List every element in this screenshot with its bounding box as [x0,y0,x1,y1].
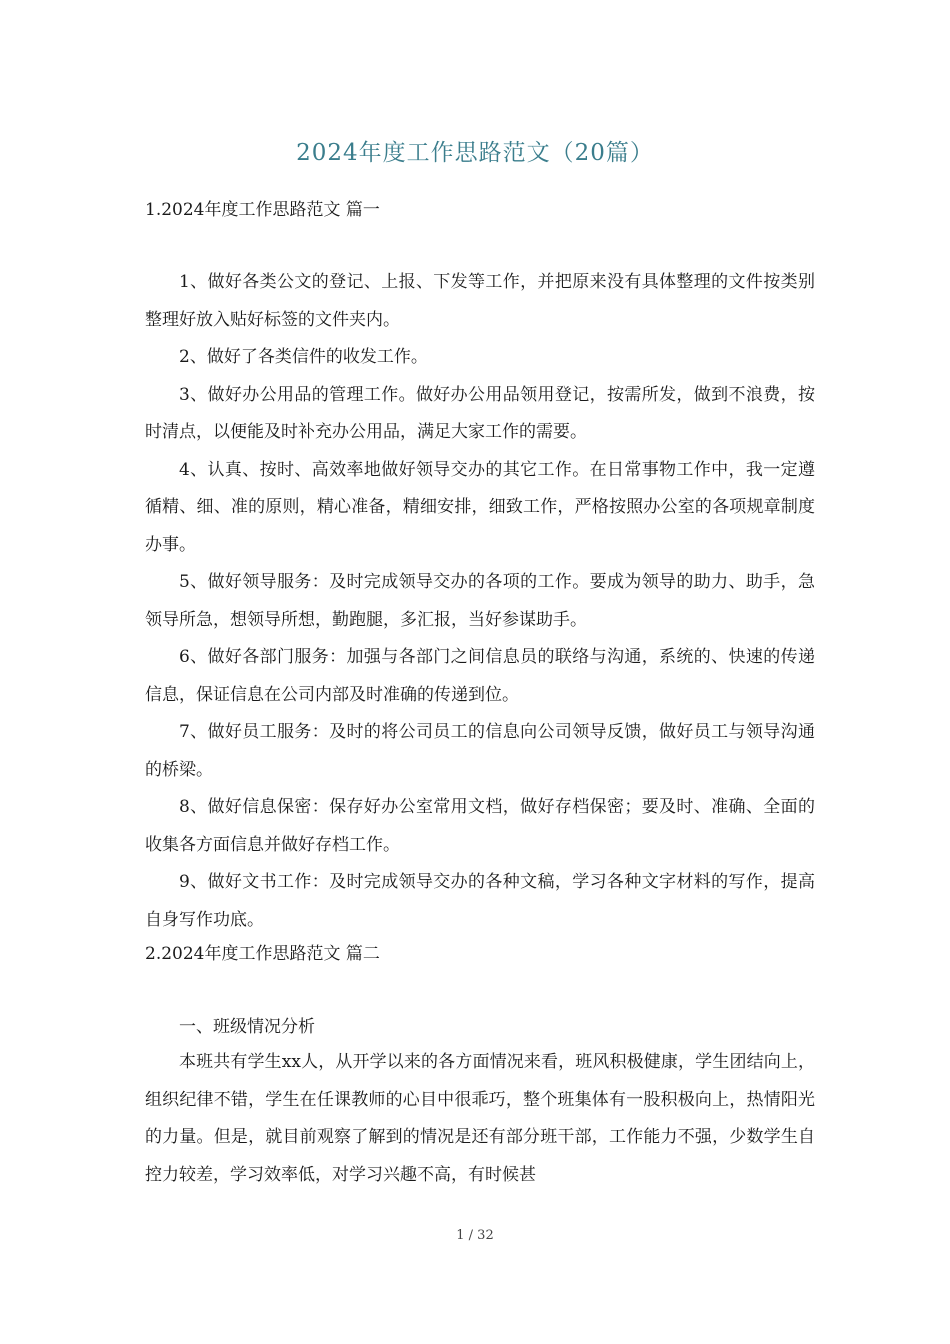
section-1-body [145,264,815,939]
list-item: 4、认真、按时、高效率地做好领导交办的其它工作。在日常事物工作中，我一定遵循精、细、准的原则，精心准备，精细安排，细致工作，严格按照办公室的各项规章制度办事。 [145,459,815,555]
section-2-paragraph: 本班共有学生xx人，从开学以来的各方面情况来看，班风积极健康，学生团结向上，组织纪律不错，学生在任课教师的心目中很乖巧，整个班集体有一股积极向上，热情阳光的力量。但是，就目前观察了解到的情况是还有部分班干部，工作能力不强，少数学生自控力较差，学习效率低，对学习兴趣不高，有时候甚 [145,1052,815,1185]
document-title: 2024年度工作思路范文（20篇） [296,140,654,166]
list-item: 8、做好信息保密：保存好办公室常用文档，做好存档保密；要及时、准确、全面的收集各方面信息并做好存档工作。 [145,797,815,855]
section-2-heading: 2.2024年度工作思路范文 篇二 [145,944,380,964]
section-1-heading: 1.2024年度工作思路范文 篇一 [145,200,380,220]
list-item: 6、做好各部门服务：加强与各部门之间信息员的联络与沟通，系统的、快速的传递信息，保证信息在公司内部及时准确的传递到位。 [145,647,815,705]
list-item: 5、做好领导服务：及时完成领导交办的各项的工作。要成为领导的助力、助手，急领导所急，想领导所想，勤跑腿，多汇报，当好参谋助手。 [145,572,815,630]
list-item: 2、做好了各类信件的收发工作。 [179,347,428,367]
list-item: 1、做好各类公文的登记、上报、下发等工作，并把原来没有具体整理的文件按类别整理好放入贴好标签的文件夹内。 [145,272,815,330]
section-2-subheading: 一、班级情况分析 [179,1017,315,1037]
page-indicator: 1 / 32 [456,1228,494,1243]
list-item: 9、做好文书工作：及时完成领导交办的各种文稿，学习各种文字材料的写作，提高自身写作功底。 [145,872,815,930]
list-item: 3、做好办公用品的管理工作。做好办公用品领用登记，按需所发，做到不浪费，按时清点，以便能及时补充办公用品，满足大家工作的需要。 [145,384,815,442]
list-item: 7、做好员工服务：及时的将公司员工的信息向公司领导反馈，做好员工与领导沟通的桥梁。 [145,722,815,780]
